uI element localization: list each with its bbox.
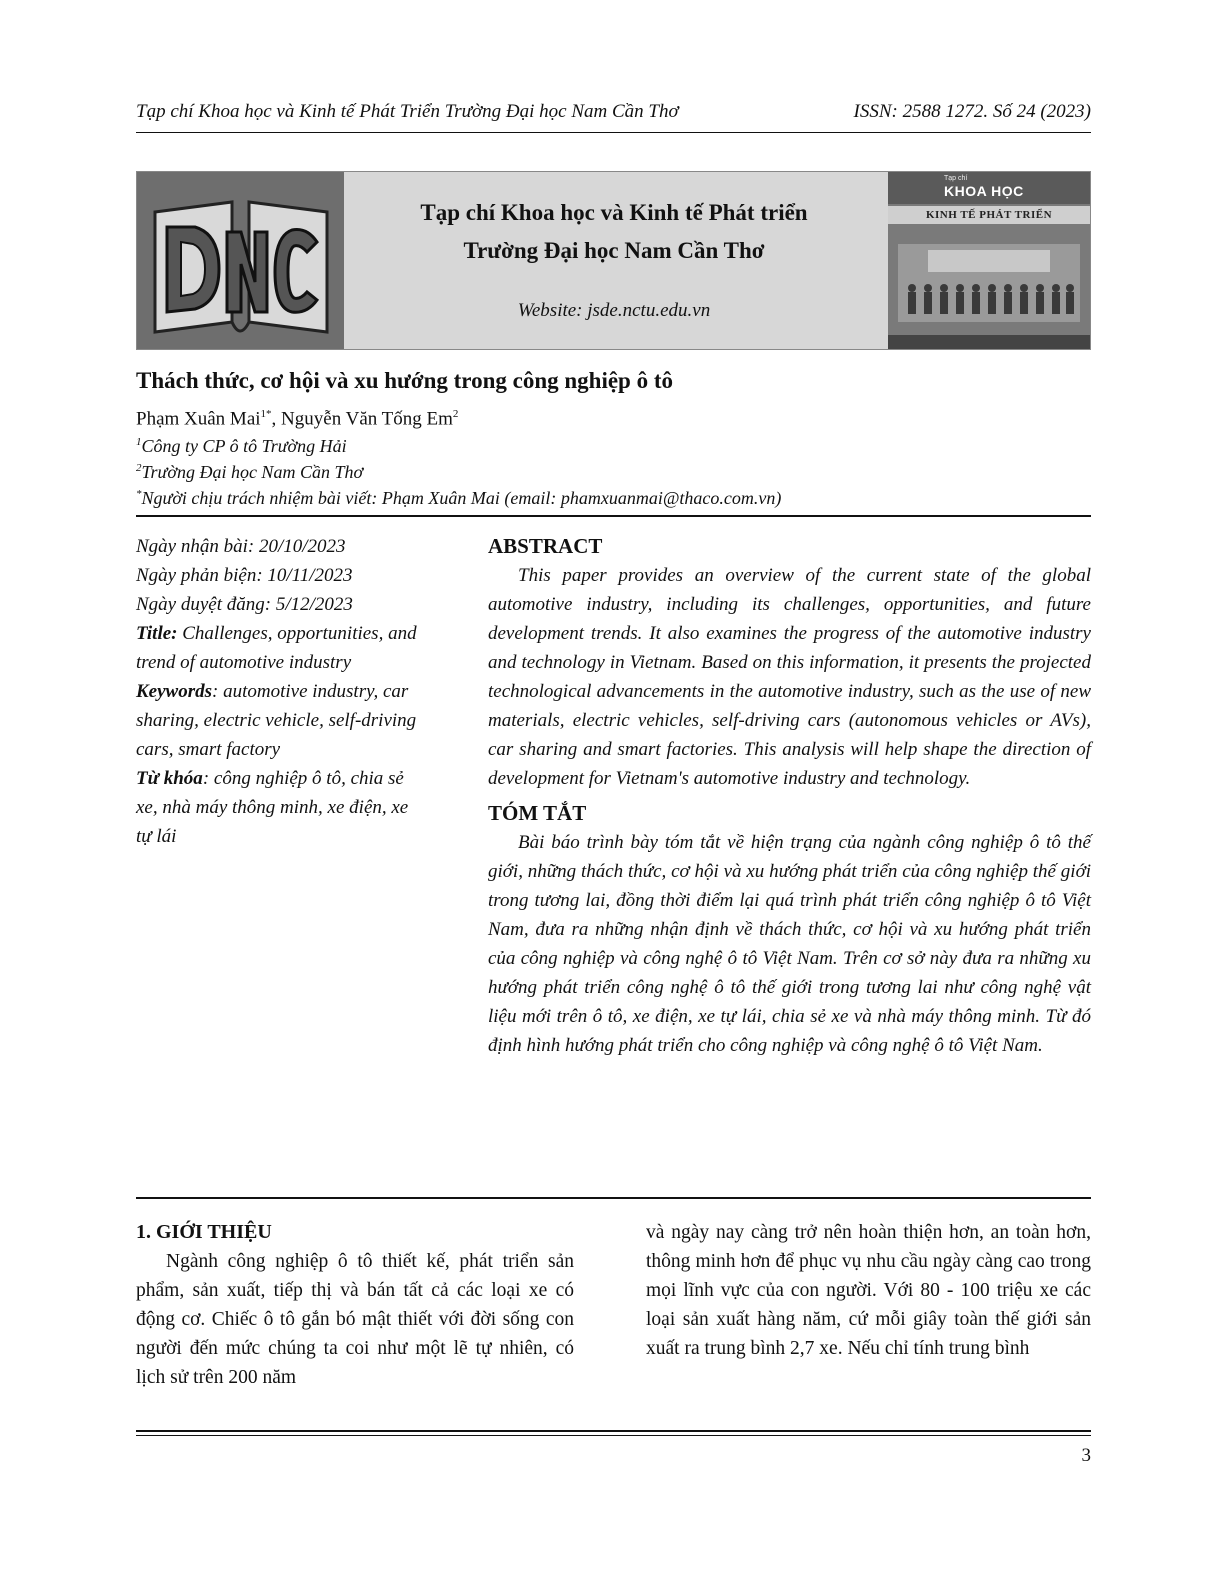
- journal-name: [344, 194, 884, 270]
- header-rule: [136, 132, 1091, 133]
- author-2: Nguyễn Văn Tống Em: [281, 408, 453, 430]
- section-heading: 1. GIỚI THIỆU: [136, 1221, 272, 1243]
- title-rule: [136, 515, 1091, 517]
- footer-rule-thin: [136, 1435, 1091, 1436]
- date-accepted: Ngày duyệt đăng: 5/12/2023: [136, 594, 353, 615]
- abstract-rule: [136, 1197, 1091, 1199]
- journal-name-line2: Trường Đại học Nam Cần Thơ: [463, 238, 765, 263]
- tu-khoa: Từ khóa: công nghiệp ô tô, chia sẻ xe, nhà máy thông minh, xe điện, xe tự lái: [136, 768, 409, 847]
- cover-small-label: Tạp chí: [944, 175, 968, 182]
- tomtat-text: Bài báo trình bày tóm tắt về hiện trạng của ngành công nghiệp ô tô thế giới, những thách thức, cơ hội và xu hướng phát triển của công nghiệp thế giới trong tương lai, đồng thời điểm lại quá trình phát triển công nghiệp ô tô Việt Nam, đưa ra những nhận định về thách thức, cơ hội và xu hướng phát triển của công nghiệp và công nghệ ô tô Việt Nam. Trên cơ sở này đưa ra những xu hướng phát triển công nghệ ô tô thế giới trong tương lai như công nghệ vật liệu mới trên ô tô, xe điện, xe tự lái, chia sẻ xe và nhà máy thông minh. Từ đó định hình hướng phát triển cho công nghiệp và công nghệ ô tô Việt Nam.: [488, 832, 1091, 1056]
- body-column-left: [136, 1218, 574, 1392]
- group-photo-icon: [898, 244, 1080, 322]
- date-reviewed: Ngày phản biện: 10/11/2023: [136, 565, 353, 586]
- running-header: [136, 101, 1091, 131]
- journal-website: Website: jsde.nctu.edu.vn: [517, 300, 711, 321]
- abstract-section: [488, 532, 1091, 1060]
- journal-running-title: Tạp chí Khoa học và Kinh tế Phát Triển Trường Đại học Nam Cần Thơ: [136, 101, 679, 122]
- body-column-right: [646, 1218, 1091, 1363]
- abstract-text: This paper provides an overview of the current state of the global automotive industry, including its challenges, opportunities, and future development trends. It also examines the progress of the automotive industry and technology in Vietnam. Based on this information, it presents the projected technological advancements in the automotive industry, such as the use of new materials, electric vehicles, self-driving cars (autonomous vehicles or AVs), car sharing and smart factories. This analysis will help shape the direction of development for Vietnam's automotive industry and technology.: [488, 565, 1091, 789]
- journal-banner: [136, 171, 1091, 350]
- dnc-logo: [137, 172, 344, 349]
- english-title: Title: Challenges, opportunities, and trend of automotive industry: [136, 623, 417, 673]
- footer-rule: [136, 1430, 1091, 1432]
- dnc-logo-icon: [137, 172, 344, 349]
- cover-subtitle: KINH TẾ PHÁT TRIỂN: [888, 206, 1090, 224]
- article-info: [136, 532, 426, 851]
- cover-photo: [898, 244, 1080, 322]
- affiliation-2: $^2$Trường Đại học Nam Cần Thơ: [136, 462, 364, 482]
- page-number: 3: [1081, 1445, 1091, 1466]
- corresponding-author: *Người chịu trách nhiệm bài viết: Phạm Xuân Mai (email: phamxuanmai@thaco.com.vn): [136, 488, 782, 508]
- keywords: Keywords: automotive industry, car sharing, electric vehicle, self-driving cars, smart factory: [136, 681, 417, 760]
- journal-cover-image: [888, 172, 1090, 349]
- cover-title: KHOA HỌC: [944, 183, 1024, 199]
- date-received: Ngày nhận bài: 20/10/2023: [136, 536, 346, 557]
- authors: Phạm Xuân Mai$^{1*}$, Nguyễn Văn Tống Em$^2$: [136, 408, 459, 430]
- abstract-heading: ABSTRACT: [488, 534, 603, 558]
- journal-name-line1: Tạp chí Khoa học và Kinh tế Phát triển: [420, 200, 808, 225]
- author-1: Phạm Xuân Mai: [136, 408, 261, 430]
- tomtat-heading: TÓM TẮT: [488, 801, 587, 825]
- body-paragraph: Ngành công nghiệp ô tô thiết kế, phát triển sản phẩm, sản xuất, tiếp thị và bán tất cả các loại xe có động cơ. Chiếc ô tô gắn bó mật thiết với đời sống con người đến mức chúng ta coi như một lẽ tự nhiên, có lịch sử trên 200 năm: [136, 1251, 574, 1388]
- issn-issue: ISSN: 2588 1272. Số 24 (2023): [853, 101, 1091, 122]
- body-paragraph-continued: và ngày nay càng trở nên hoàn thiện hơn, an toàn hơn, thông minh hơn để phục vụ nhu cầu ngày càng cao trong mọi lĩnh vực của con người. Với 80 - 100 triệu xe các loại sản xuất hàng năm, cứ mỗi giây toàn thế giới sản xuất ra trung bình 2,7 xe. Nếu chỉ tính trung bình: [646, 1222, 1091, 1359]
- paper-title: Thách thức, cơ hội và xu hướng trong công nghiệp ô tô: [136, 368, 674, 393]
- affiliation-1: $^1$Công ty CP ô tô Trường Hải: [136, 436, 347, 456]
